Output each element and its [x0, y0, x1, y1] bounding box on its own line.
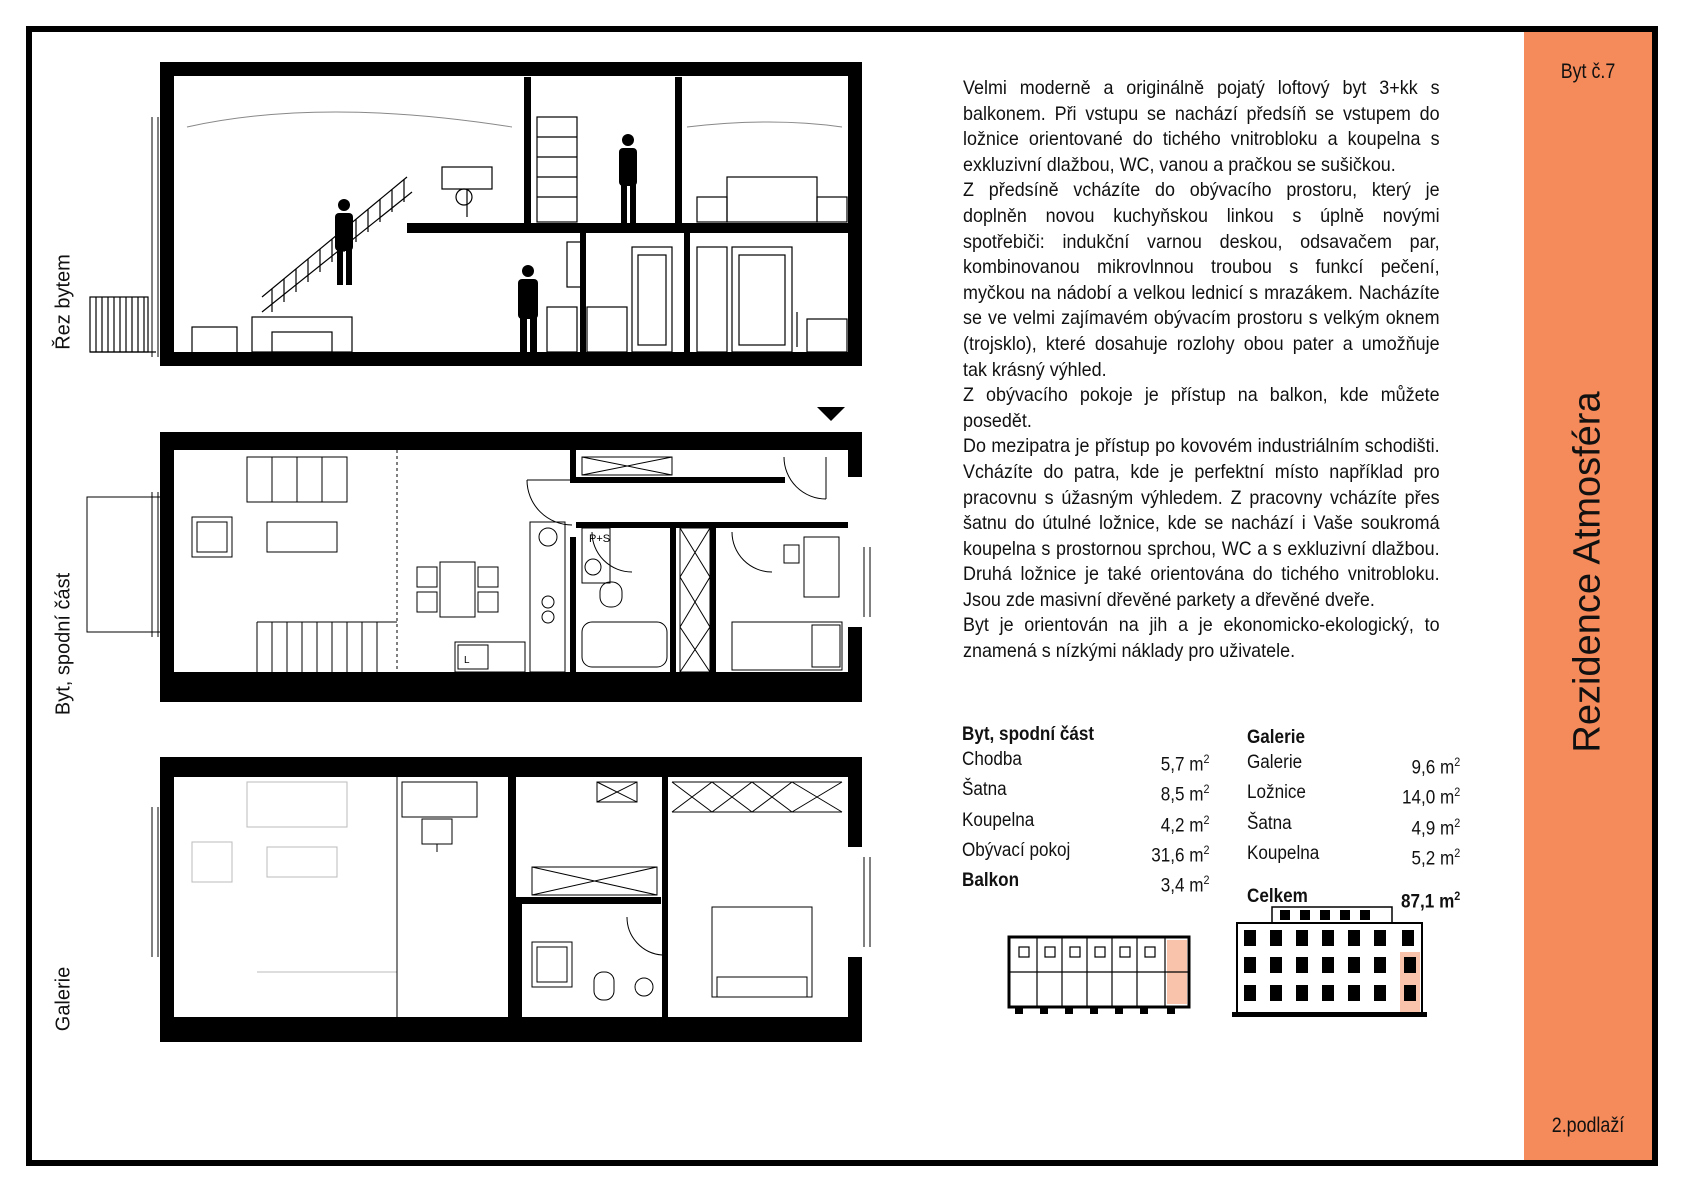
area-row: Koupelna 5,2 $m^2$ — [1247, 842, 1461, 870]
side-band — [1524, 32, 1652, 1160]
page-sheet — [26, 26, 1658, 1166]
description-paragraph: Z obývacího pokoje je přístup na balkon, kde můžete posedět. — [963, 384, 1440, 432]
total-label: Celkem — [1247, 886, 1308, 907]
area-row: Galerie 9,6 $m^2$ — [1247, 752, 1461, 779]
total-value: 87,1 $m^2$ — [1401, 889, 1461, 913]
section-label: Řez bytem — [52, 254, 75, 350]
lower-part-areas — [962, 722, 1210, 899]
gallery-label: Galerie — [52, 966, 75, 1032]
gallery-plan — [72, 757, 952, 1047]
area-row: Chodba 5,7 $m^2$ — [962, 749, 1210, 776]
area-row: Koupelna 4,2 $m^2$ — [962, 809, 1210, 836]
entrance-arrow — [817, 407, 845, 421]
key-plan-site — [1007, 932, 1197, 1017]
floor-label: 2.podlaží — [1551, 1114, 1625, 1137]
lower-floor-plan — [72, 397, 952, 707]
area-row: Šatna 8,5 $m^2$ — [962, 779, 1210, 806]
description — [963, 76, 1440, 665]
gallery-areas — [1247, 725, 1460, 871]
section-drawing — [72, 57, 952, 367]
balcony-outline — [87, 497, 161, 632]
lower-floor-label: Byt, spodní část — [52, 572, 75, 716]
fridge-mark: L — [464, 655, 470, 666]
description-paragraph: Velmi moderně a originálně pojatý loftový byt 3+kk s balkonem. Při vstupu se nachází předsíň se vstupem do ložnice orientované do tichého vnitrobloku a koupelna s exkluzivní dlažbou, WC, vanou a pračkou se sušičkou. — [963, 77, 1440, 176]
area-row: Ložnice 14,0 $m^2$ — [1247, 782, 1461, 809]
key-plan-elevation — [1232, 902, 1447, 1027]
area-row-balcony: Balkon 3,4 $m^2$ — [962, 870, 1210, 897]
description-paragraph: Do mezipatra je přístup po kovovém industriálním schodišti. Vcházíte do patra, kde je perfektní místo například pro pracovnu s úžasným výhledem. Z pracovny vcházíte přes šatnu do útulné ložnice, kde se nachází i Vaše soukromá koupelna s prostornou sprchou, WC a s exkluzivní dlažbou. Druhá ložnice je také orientována do tichého vnitrobloku. Jsou zde masivní dřevěné parkety a dřevěné dveře. — [963, 435, 1440, 611]
description-paragraph: Z předsíně vcházíte do obývacího prostoru, který je doplněn novou kuchyňskou linkou s úplně novými spotřebiči: indukční varnou deskou, odsavačem par, kombinovanou mikrovlnnou troubou s funkcí pečení, myčkou na nádobí a velkou lednicí s mrazákem. Nacházíte se ve velmi zajímavém obývacím prostoru s velkým oknem (trojsklo), které dosahuje rozlohy obou pater a umožňuje tak krásný výhled. — [963, 179, 1440, 381]
area-row: Šatna 4,9 $m^2$ — [1247, 812, 1461, 839]
apartment-number: Byt č.7 — [1560, 60, 1616, 83]
area-row: Obývací pokoj 31,6 $m^2$ — [962, 839, 1210, 867]
washer-dryer-mark: P+S — [589, 533, 611, 545]
lower-part-heading: Byt, spodní část — [962, 724, 1095, 745]
gallery-heading: Galerie — [1247, 727, 1305, 748]
description-paragraph: Byt je orientován na jih a je ekonomicko-ekologický, to znamená s nízkými náklady pro uživatele. — [963, 614, 1440, 663]
project-title: Rezidence Atmosféra — [1566, 391, 1609, 753]
